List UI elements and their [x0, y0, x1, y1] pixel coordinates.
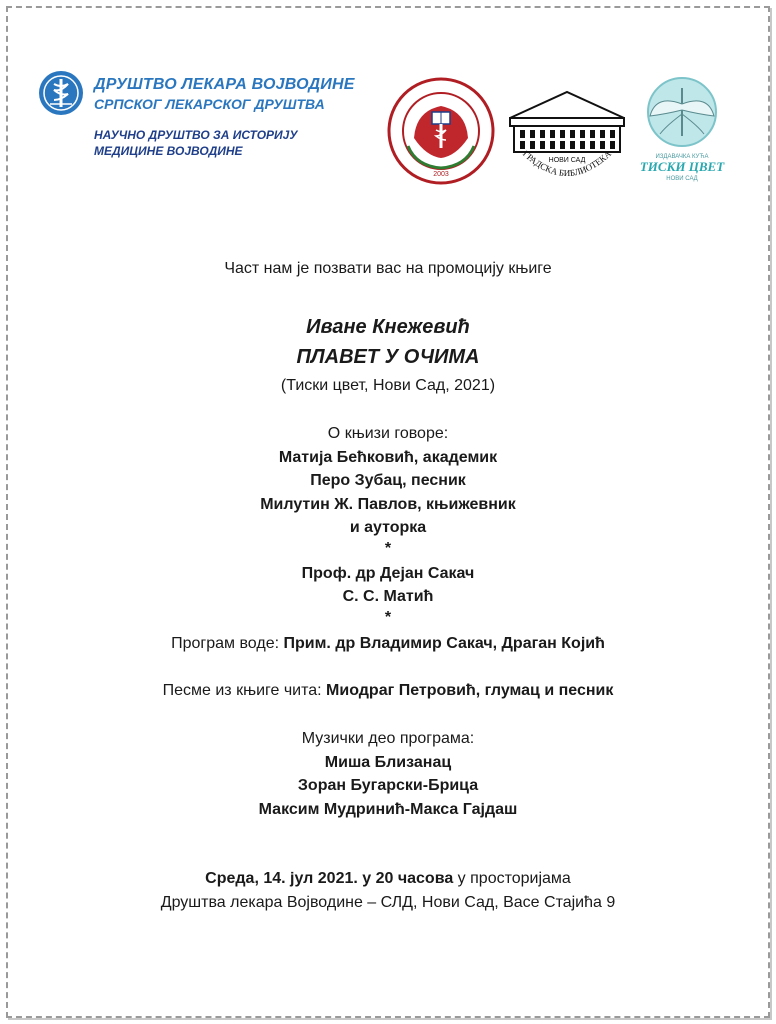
reader-name: Миодраг Петровић, глумац и песник — [326, 682, 614, 699]
speaker-2: Перо Зубац, песник — [310, 472, 466, 489]
history-society-seal-icon — [386, 76, 496, 186]
guest-1: Проф. др Дејан Сакач — [301, 565, 475, 582]
reader-line — [0, 682, 776, 700]
library-city-label: НОВИ САД — [548, 157, 586, 164]
musician-1: Миша Близанац — [324, 754, 452, 771]
speaker-3: Милутин Ж. Павлов, књижевник — [260, 496, 516, 513]
book-publisher: (Тиски цвет, Нови Сад, 2021) — [280, 377, 496, 394]
city-library-logo-icon — [502, 78, 632, 188]
org-header — [38, 70, 355, 170]
org-name-line2: СРПСКОГ ЛЕКАРСКОГ ДРУШТВА — [94, 96, 325, 112]
hosts-line — [0, 635, 776, 653]
event-time-line — [0, 870, 776, 888]
speaker-4: и ауторка — [349, 519, 427, 536]
event-venue: Друштва лекара Војводине – СЛД, Нови Сад, Васе Стајића 9 — [160, 894, 616, 911]
reader-label: Песме из књиге чита: — [162, 682, 327, 699]
speaker-1: Матија Бећковић, академик — [278, 449, 498, 466]
org-name-line1: ДРУШТВО ЛЕКАРА ВОЈВОДИНЕ — [94, 76, 355, 93]
guest-2: С. С. Матић — [342, 588, 434, 605]
musician-3: Максим Мудринић-Макса Гајдаш — [258, 801, 518, 818]
musician-2: Зоран Бугарски-Брица — [297, 777, 479, 794]
hosts-names: Прим. др Владимир Сакач, Драган Којић — [283, 635, 605, 652]
separator-1: * — [384, 540, 392, 557]
org-sub-line2: МЕДИЦИНЕ ВОЈВОДИНЕ — [94, 144, 243, 158]
music-label: Музички део програма: — [301, 730, 475, 747]
tisk-house-label: ИЗДАВАЧКА КУЋА — [655, 154, 709, 160]
hosts-label: Програм воде: — [171, 635, 284, 652]
speakers-label: О књизи говоре: — [327, 425, 449, 442]
tisk-name-label: ТИСКИ ЦВЕТ — [639, 159, 725, 174]
seal-year: 2003 — [433, 171, 449, 178]
event-datetime: Среда, 14. јул 2021. у 20 часова — [205, 870, 454, 887]
intro-text: Част нам је позвати вас на промоцију књиге — [224, 260, 552, 277]
tisk-city-label: НОВИ САД — [666, 176, 698, 182]
book-author: Иване Кнежевић — [306, 316, 470, 338]
separator-2: * — [384, 609, 392, 626]
tiski-cvet-logo-icon — [636, 74, 728, 184]
org-sub-line1: НАУЧНО ДРУШТВО ЗА ИСТОРИЈУ — [94, 128, 298, 142]
library-arc-label: ГРАДСКА БИБЛИОТЕКА — [520, 148, 614, 179]
medical-society-logo-icon — [38, 70, 84, 116]
book-title: ПЛАВЕТ У ОЧИМА — [296, 346, 480, 368]
event-location-intro: у просторијама — [453, 870, 571, 887]
